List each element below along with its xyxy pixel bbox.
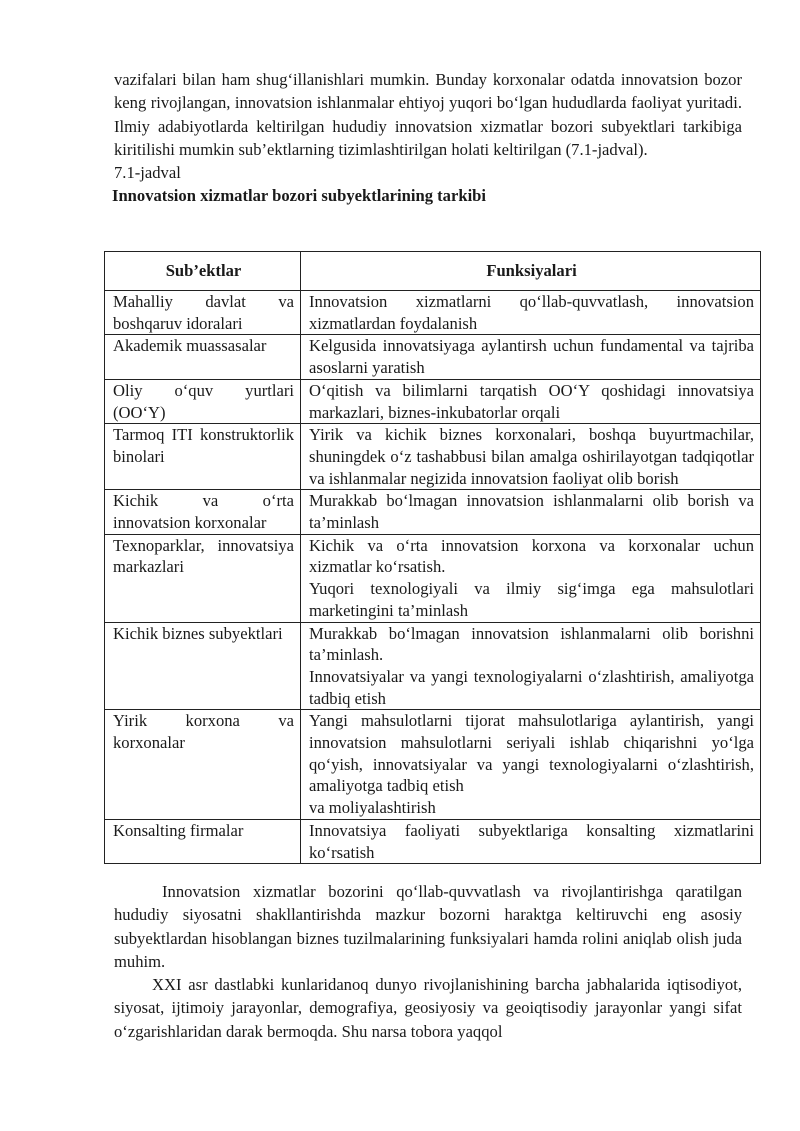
subject-cell: Yirik korxona va korxonalar bbox=[105, 710, 301, 820]
table-row bbox=[105, 534, 761, 622]
functions-cell bbox=[301, 291, 761, 335]
subject-cell: Kichik va o‘rta innovatsion korxonalar bbox=[105, 490, 301, 534]
header-subjects: Sub’ektlar bbox=[105, 252, 301, 291]
table-row bbox=[105, 710, 761, 820]
function-line: Innovatsiyalar va yangi texnologiyalarni o‘zlashtirish, amaliyotga tadbiq etish bbox=[309, 666, 754, 708]
function-line: Yuqori texnologiyali va ilmiy sig‘imga ega mahsulotlari marketingini ta’minlash bbox=[309, 579, 754, 620]
function-line: va moliyalashtirish bbox=[309, 798, 436, 818]
function-line: Innovatsion xizmatlarni qo‘llab-quvvatlash, innovatsion xizmatlardan foydalanish bbox=[309, 292, 754, 333]
table-row bbox=[105, 490, 761, 534]
subject-cell: Kichik biznes subyektlari bbox=[105, 622, 301, 710]
body-paragraph: XXI asr dastlabki kunlaridanoq dunyo rivojlanishining barcha jabhalarida iqtisodiyot, siyosat, ijtimoiy jarayonlar, demografiya, geosiyosiy va geoiqtisodiy jarayonlar yangi sifat o‘zgarishlaridan darak bermoqda. Shu narsa tobora yaqqol bbox=[114, 975, 742, 1041]
functions-cell bbox=[301, 490, 761, 534]
table-row bbox=[105, 291, 761, 335]
function-line: Kichik va o‘rta innovatsion korxona va korxonalar uchun xizmatlar ko‘rsatish. bbox=[309, 535, 754, 577]
function-line: Murakkab bo‘lmagan innovatsion ishlanmalarni olib borishni ta’minlash. bbox=[309, 623, 754, 665]
functions-cell bbox=[301, 424, 761, 490]
document-page bbox=[114, 68, 742, 207]
table-row bbox=[105, 622, 761, 710]
table-header-row bbox=[105, 252, 761, 291]
function-line: O‘qitish va bilimlarni tarqatish OO‘Y qoshidagi innovatsiya markazlari, biznes-inkubatorlar orqali bbox=[309, 380, 754, 422]
function-line: Yangi mahsulotlarni tijorat mahsulotlariga aylantirish, yangi innovatsion mahsulotlarni seriyali ishlab chiqarishni yo‘lga qo‘yish, innovatsiyalar va yangi texnologiyalarni o‘zlashtirish, amaliyotga tadbiq etish bbox=[309, 711, 754, 796]
body-paragraph: Innovatsion xizmatlar bozorini qo‘llab-quvvatlash va rivojlantirishga qaratilgan hududiy siyosatni shakllantirishda mazkur bozorni haraktga keltiruvchi eng asosiy subyektlardan hisoblangan biznes tuzilmalarining funksiyalari hamda rolini aniqlab olish juda muhim. bbox=[114, 882, 742, 971]
table-row bbox=[105, 819, 761, 863]
functions-cell bbox=[301, 335, 761, 379]
functions-cell bbox=[301, 819, 761, 863]
subject-cell: Texnoparklar, innovatsiya markazlari bbox=[105, 534, 301, 622]
functions-cell bbox=[301, 622, 761, 710]
subject-cell: Tarmoq ITI konstruktorlik binolari bbox=[105, 424, 301, 490]
function-line: Kelgusida innovatsiyaga aylantirsh uchun fundamental va tajriba asoslarni yaratish bbox=[309, 336, 754, 378]
function-line: Innovatsiya faoliyati subyektlariga konsalting xizmatlarini ko‘rsatish bbox=[309, 820, 754, 862]
table-row bbox=[105, 424, 761, 490]
subject-cell: Oliy o‘quv yurtlari (OO‘Y) bbox=[105, 379, 301, 423]
functions-cell bbox=[301, 534, 761, 622]
functions-cell bbox=[301, 710, 761, 820]
table-row bbox=[105, 335, 761, 379]
following-text bbox=[114, 880, 742, 1043]
function-line: Yirik va kichik biznes korxonalari, boshqa buyurtmachilar, shuningdek o‘z tashabbusi bilan amalga oshirilayotgan tadqiqotlar va ishlanmalar negizida innovatsion faoliyat olib borish bbox=[309, 425, 754, 488]
function-line: Murakkab bo‘lmagan innovatsion ishlanmalarni olib borish va ta’minlash bbox=[309, 491, 754, 533]
intro-paragraph: vazifalari bilan ham shug‘illanishlari mumkin. Bunday korxonalar odatda innovatsion bozor keng rivojlangan, innovatsion ishlanmalar ehtiyoj yuqori bo‘lgan hududlarda faoliyat yuritadi. Ilmiy adabiyotlarda keltirilgan hududiy innovatsion xizmatlar bozori subyektlari tarkibiga kiritilishi mumkin sub’ektlarning tizimlashtirilgan holati keltirilgan (7.1-jadval). bbox=[114, 70, 742, 159]
subjects-table bbox=[104, 251, 761, 864]
subject-cell: Akademik muassasalar bbox=[105, 335, 301, 379]
functions-cell bbox=[301, 379, 761, 423]
header-functions: Funksiyalari bbox=[301, 252, 761, 291]
subject-cell: Konsalting firmalar bbox=[105, 819, 301, 863]
table-row bbox=[105, 379, 761, 423]
table-number: 7.1-jadval bbox=[114, 163, 181, 183]
subject-cell: Mahalliy davlat va boshqaruv idoralari bbox=[105, 291, 301, 335]
table-title: Innovatsion xizmatlar bozori subyektlarining tarkibi bbox=[112, 186, 487, 206]
